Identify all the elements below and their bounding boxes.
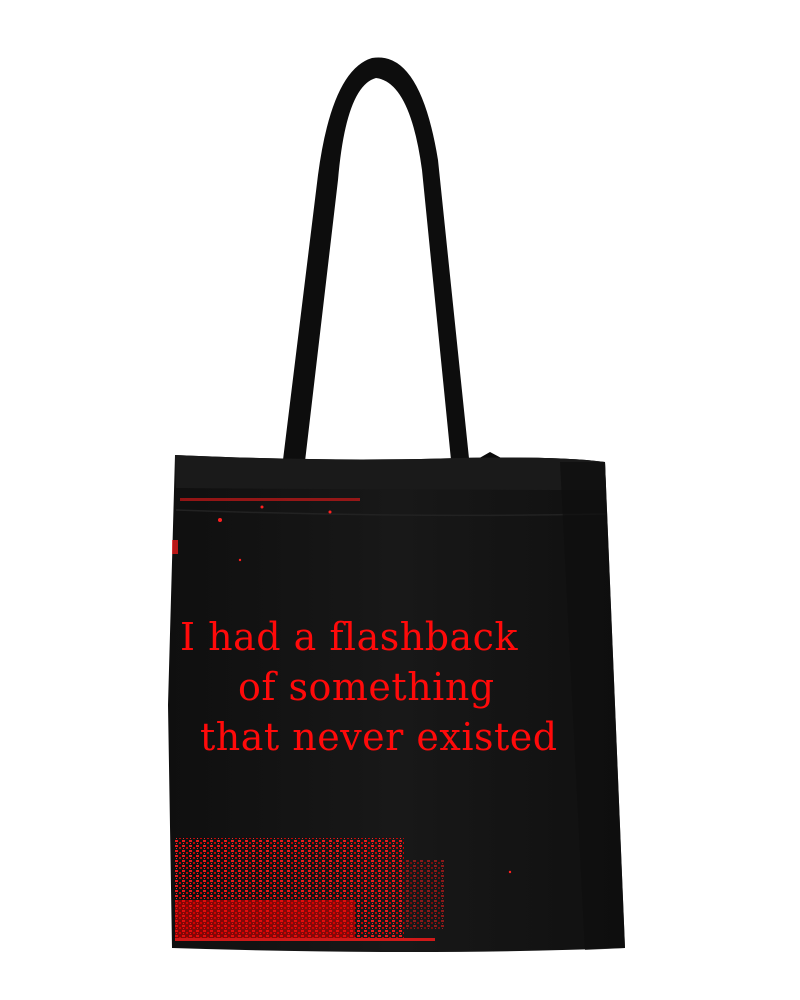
print-line-2: of something (238, 665, 495, 709)
bag-print-text (150, 612, 610, 762)
handle-icon (282, 57, 470, 470)
print-line-3: that never existed (200, 715, 558, 759)
print-line-1: I had a flashback (180, 615, 518, 659)
